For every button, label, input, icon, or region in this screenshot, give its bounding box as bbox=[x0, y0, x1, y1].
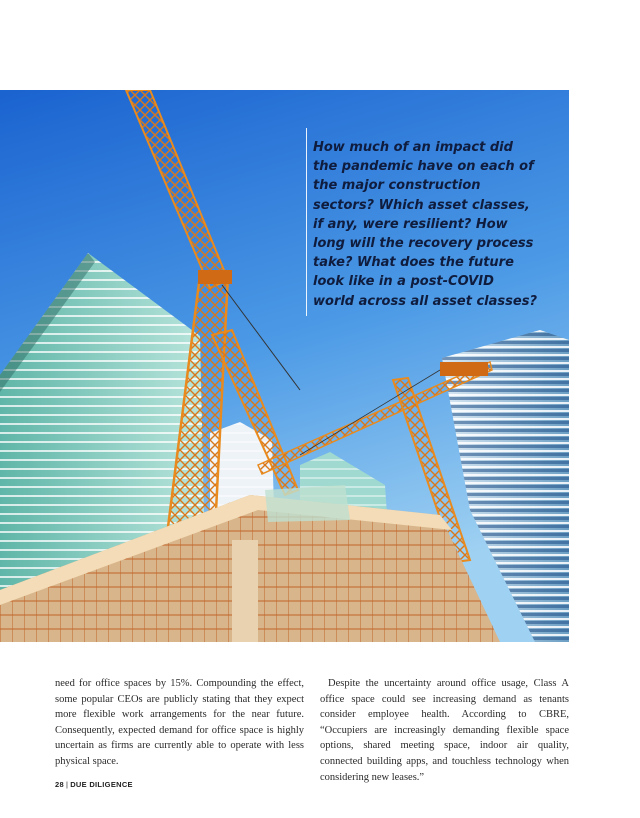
page-number: 28 bbox=[55, 780, 64, 789]
page-footer bbox=[55, 780, 133, 789]
footer-separator: | bbox=[65, 780, 69, 789]
pull-quote-rule bbox=[306, 128, 307, 316]
body-column-right: Despite the uncertainty around office usage, Class A office space could see increasing demand as tenants consider employee health. According to CBRE, “Occupiers are increasingly demanding flexible space options, shared meeting space, indoor air quality, connected building apps, and touchless technology when considering new leases.” bbox=[320, 678, 569, 783]
publication-name: DUE DILIGENCE bbox=[70, 780, 133, 789]
pull-quote: How much of an impact did the pandemic have on each of the major construction sectors? Which asset classes, if any, were resilient? How long will the recovery process take? What does the future look like in a post-COVID world across all asset classes? bbox=[313, 140, 537, 309]
body-column-left: need for office spaces by 15%. Compounding the effect, some popular CEOs are publicly stating that they expect more flexible work arrangements for the near future. Consequently, expected demand for office space is highly uncertain as firms are currently able to operate with less physical space. bbox=[55, 678, 304, 767]
